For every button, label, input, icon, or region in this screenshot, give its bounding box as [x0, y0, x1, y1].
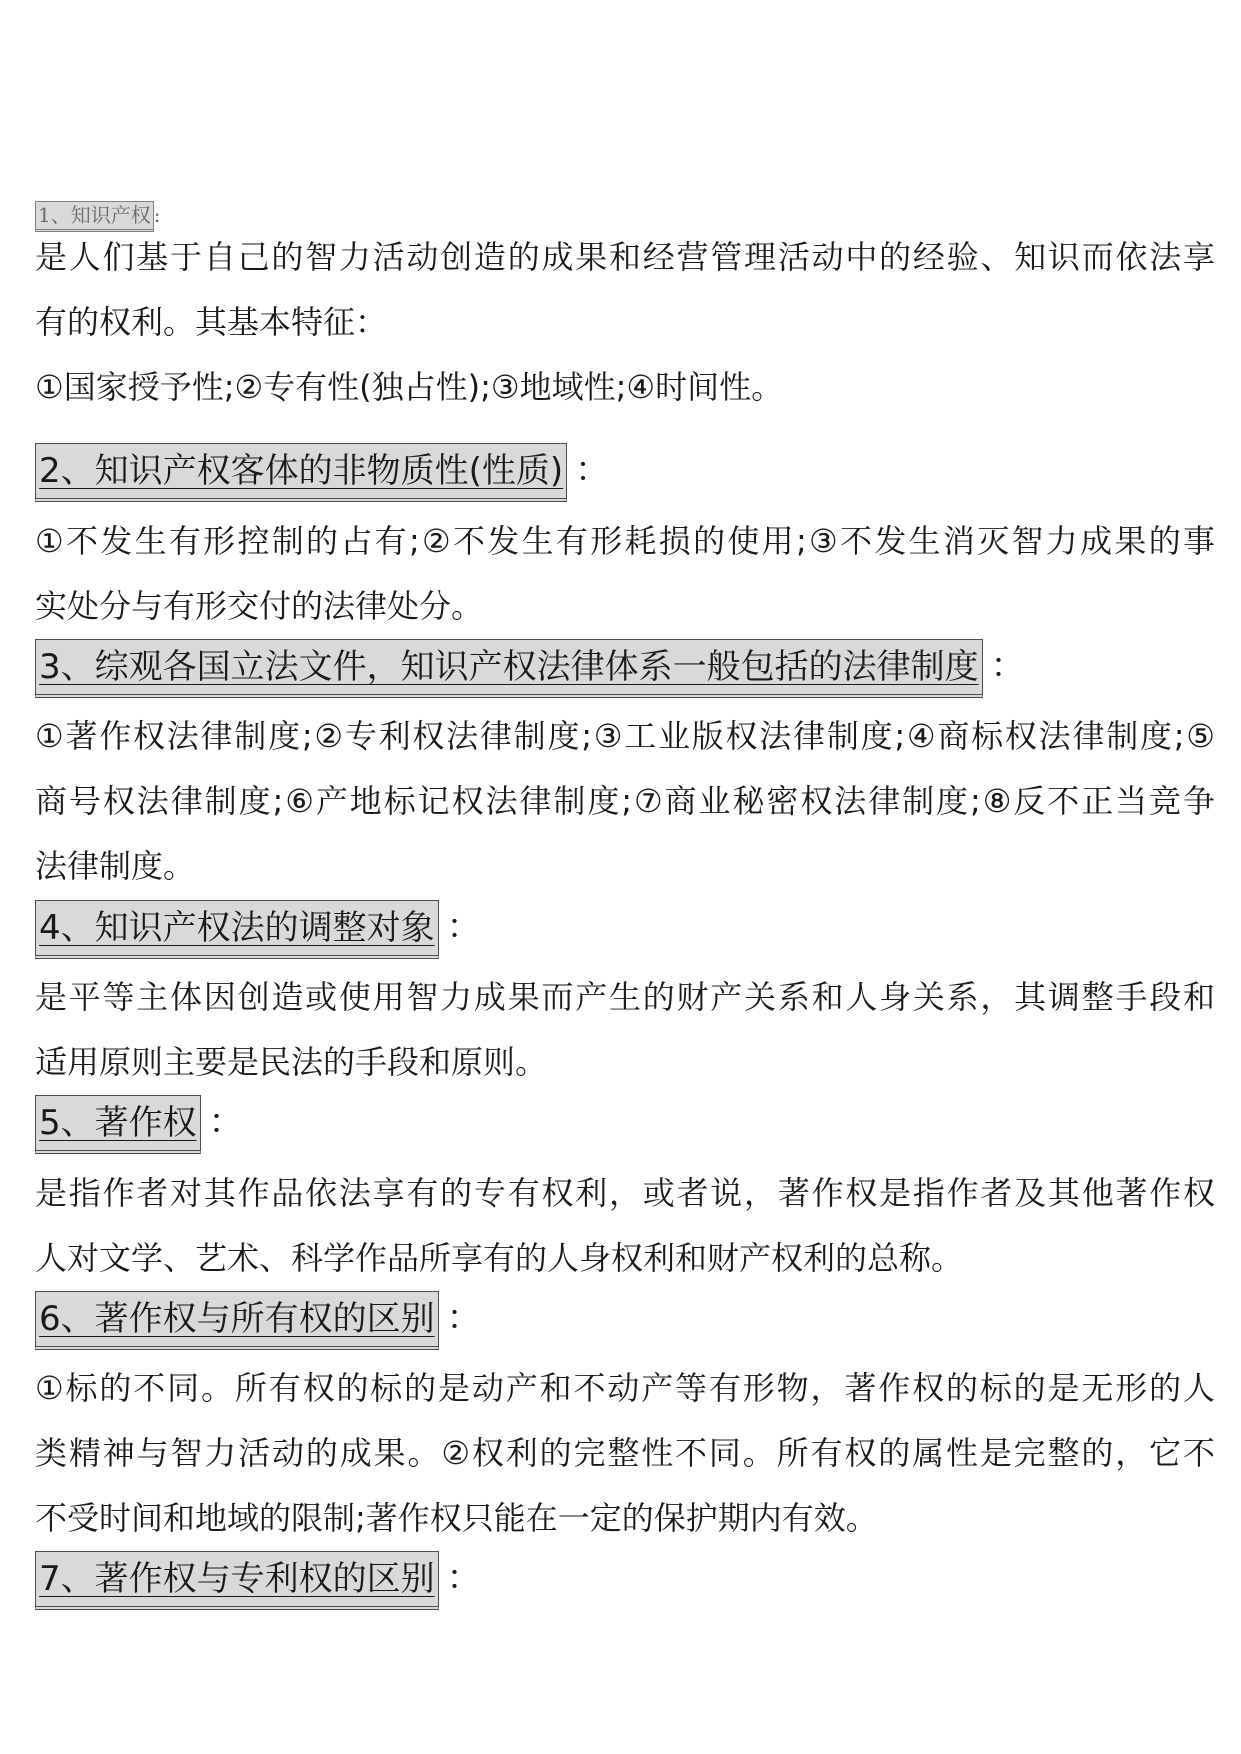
section-3-body [35, 704, 1215, 899]
body-line: 人对文学、艺术、科学作品所享有的人身权利和财产权利的总称。 [35, 1239, 964, 1277]
section-4-body [35, 965, 1215, 1095]
body-line: 类精神与智力活动的成果。②权利的完整性不同。所有权的属性是完整的，它不 [35, 1434, 1215, 1472]
body-line: 法律制度。 [35, 847, 196, 885]
body-line: 不受时间和地域的限制;著作权只能在一定的保护期内有效。 [35, 1499, 878, 1537]
section-7-heading [35, 1551, 481, 1610]
body-line: ①国家授予性;②专有性(独占性);③地域性;④时间性。 [35, 368, 784, 406]
section-6-heading [35, 1291, 481, 1350]
section-6-body [35, 1356, 1215, 1551]
body-line: ①不发生有形控制的占有;②不发生有形耗损的使用;③不发生消灭智力成果的事 [35, 522, 1215, 560]
section-2-title: 2、知识产权客体的非物质性(性质) [35, 443, 567, 502]
section-3-colon: ： [990, 646, 1025, 686]
section-2-body [35, 509, 1215, 639]
body-line: 是指作者对其作品依法享有的专有权利，或者说，著作权是指作者及其他著作权 [35, 1174, 1215, 1212]
body-line: ①著作权法律制度;②专利权法律制度;③工业版权法律制度;④商标权法律制度;⑤ [35, 717, 1215, 755]
body-line: 是人们基于自己的智力活动创造的成果和经营管理活动中的经验、知识而依法享 [35, 238, 1215, 276]
section-6-colon: ： [446, 1298, 481, 1338]
body-line: ①标的不同。所有权的标的是动产和不动产等有形物，著作权的标的是无形的人 [35, 1369, 1215, 1407]
body-line: 商号权法律制度;⑥产地标记权法律制度;⑦商业秘密权法律制度;⑧反不正当竞争 [35, 782, 1215, 820]
section-2-heading [35, 443, 609, 502]
section-7-title: 7、著作权与专利权的区别 [35, 1551, 439, 1610]
section-5-colon: ： [208, 1102, 243, 1142]
body-line: 是平等主体因创造或使用智力成果而产生的财产关系和人身关系，其调整手段和 [35, 978, 1215, 1016]
section-1-title: 1、知识产权 [35, 201, 154, 232]
section-5-title: 5、著作权 [35, 1095, 201, 1154]
section-4-heading [35, 900, 481, 959]
body-line: 有的权利。其基本特征： [35, 303, 388, 341]
section-1-colon: : [153, 203, 161, 227]
section-5-body [35, 1161, 1215, 1291]
section-2-colon: ： [575, 450, 610, 490]
section-3-heading [35, 639, 1025, 698]
section-6-title: 6、著作权与所有权的区别 [35, 1291, 439, 1350]
section-4-colon: ： [446, 907, 481, 947]
section-3-title: 3、综观各国立法文件，知识产权法律体系一般包括的法律制度 [35, 639, 983, 698]
body-line: 实处分与有形交付的法律处分。 [35, 587, 484, 625]
section-1-body [35, 225, 1215, 420]
section-5-heading [35, 1095, 243, 1154]
section-7-colon: ： [446, 1558, 481, 1598]
body-line: 适用原则主要是民法的手段和原则。 [35, 1043, 548, 1081]
section-4-title: 4、知识产权法的调整对象 [35, 900, 439, 959]
